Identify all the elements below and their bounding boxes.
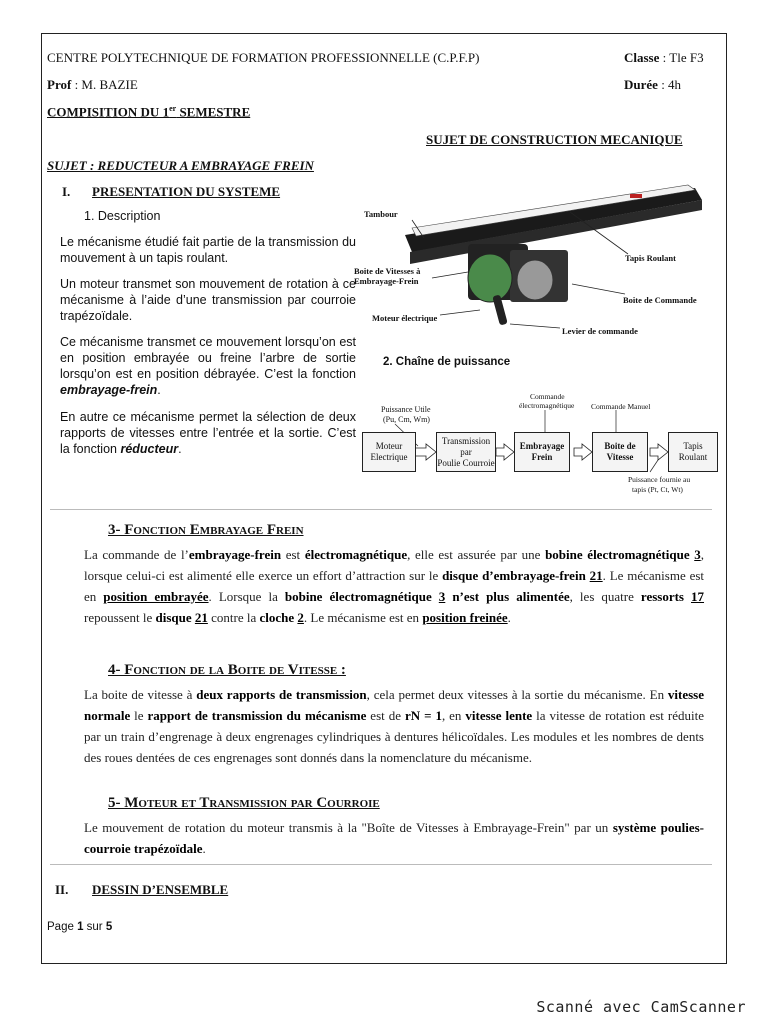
composition-title: COMPISITION DU 1er SEMESTRE (47, 104, 251, 120)
divider-2 (50, 864, 712, 865)
description-p3: Ce mécanisme transmet ce mouvement lorsqu’on est en position embrayée ou freine l’arbre de sortie lorsqu’on est en position débrayée. C’est la fonction embrayage-frein. (60, 335, 356, 397)
section-1-title: PRESENTATION DU SYSTEME (92, 184, 281, 199)
label-boite-commande: Boite de Commande (623, 295, 697, 305)
chain-box-boite: Boite de Vitesse (592, 432, 648, 472)
label-boite-vitesses-1: Boite de Vitesses à (354, 266, 421, 276)
label-moteur: Moteur électrique (372, 313, 438, 323)
section-3-title: 3- Fonction Embrayage Frein (108, 522, 304, 538)
camscanner-watermark: Scanné avec CamScanner (536, 998, 746, 1016)
chain-out-1: Puissance fournie au (628, 475, 691, 484)
chain-util-2: (Pu, Cm, Wm) (383, 415, 430, 424)
section-2-title: DESSIN D’ENSEMBLE (92, 882, 229, 897)
description-p4: En autre ce mécanisme permet la sélection de deux rapports de vitesses entre l’entrée et la sortie. C’est la fonction réducteur. (60, 410, 356, 456)
chain-cmd-elec-1: Commande (530, 392, 565, 401)
section-5-text: Le mouvement de rotation du moteur transmis à la "Boîte de Vitesses à Embrayage-Frein" par un système poulies-courroie trapézoïdale. (84, 820, 704, 856)
chain-title: 2. Chaîne de puissance (383, 356, 511, 368)
chain-out-2: tapis (Pt, Ct, Wt) (632, 485, 683, 494)
description-p1: Le mécanisme étudié fait partie de la transmission du mouvement à un tapis roulant. (60, 235, 356, 265)
chain-util-1: Puissance Utile (381, 405, 431, 414)
description-p2: Un moteur transmet son mouvement de rotation à ce mécanisme à l’aide d’une transmission par courroie trapézoïdale. (60, 277, 356, 323)
divider-1 (50, 509, 712, 510)
section-3-text: La commande de l’embrayage-frein est électromagnétique, elle est assurée par une bobine électromagnétique 3, lorsque celui-ci est alimenté elle exerce un effort d’attraction sur le disque d’embrayage-frein 21. Le mécanisme est en position embrayée. Lorsque la bobine électromagnétique 3 n’est plus alimentée, les quatre ressorts 17 repoussent le disque 21 contre la cloche 2. Le mécanisme est en position freinée. (84, 547, 705, 625)
institution-name: CENTRE POLYTECHNIQUE DE FORMATION PROFESSIONNELLE (C.P.F.P) (47, 50, 480, 65)
label-tapis-roulant: Tapis Roulant (625, 253, 676, 263)
section-1-number: I. (62, 184, 71, 199)
duration-info: Durée : 4h (624, 77, 682, 92)
subsection-description: 1. Description (84, 209, 161, 223)
chain-box-tapis: Tapis Roulant (668, 432, 718, 472)
label-levier: Levier de commande (562, 326, 638, 336)
section-2-number: II. (55, 882, 69, 897)
page-number: Page 1 sur 5 (47, 921, 113, 933)
subject-type: SUJET DE CONSTRUCTION MECANIQUE (426, 132, 683, 147)
subject-title: SUJET : REDUCTEUR A EMBRAYAGE FREIN (47, 158, 314, 173)
section-5-title: 5- Moteur et Transmission par Courroie (108, 795, 380, 811)
chain-cmd-manuel: Commande Manuel (591, 402, 651, 411)
class-info: Classe : Tle F3 (624, 50, 704, 65)
chain-box-moteur: Moteur Electrique (362, 432, 416, 472)
label-tambour: Tambour (364, 209, 398, 219)
label-boite-vitesses-2: Embrayage-Frein (354, 276, 419, 286)
chain-box-embrayage: Embrayage Frein (514, 432, 570, 472)
chain-box-transmission: Transmission par Poulie Courroie (436, 432, 496, 472)
prof-info: Prof : M. BAZIE (47, 77, 138, 92)
chain-cmd-elec-2: électromagnétique (519, 401, 575, 410)
section-4-title: 4- Fonction de la Boite de Vitesse : (108, 662, 346, 678)
section-4-text: La boite de vitesse à deux rapports de transmission, cela permet deux vitesses à la sortie du mécanisme. En vitesse normale le rapport de transmission du mécanisme est de rN = 1, en vitesse lente la vitesse de rotation est réduite par un train d’engrenage à deux engrenages cylindriques à dentures hélicoïdales. Les modules et les nombres de dents des roues dentées de ces engrenages sont donnés dans la nomenclature du mécanisme. (84, 687, 704, 765)
